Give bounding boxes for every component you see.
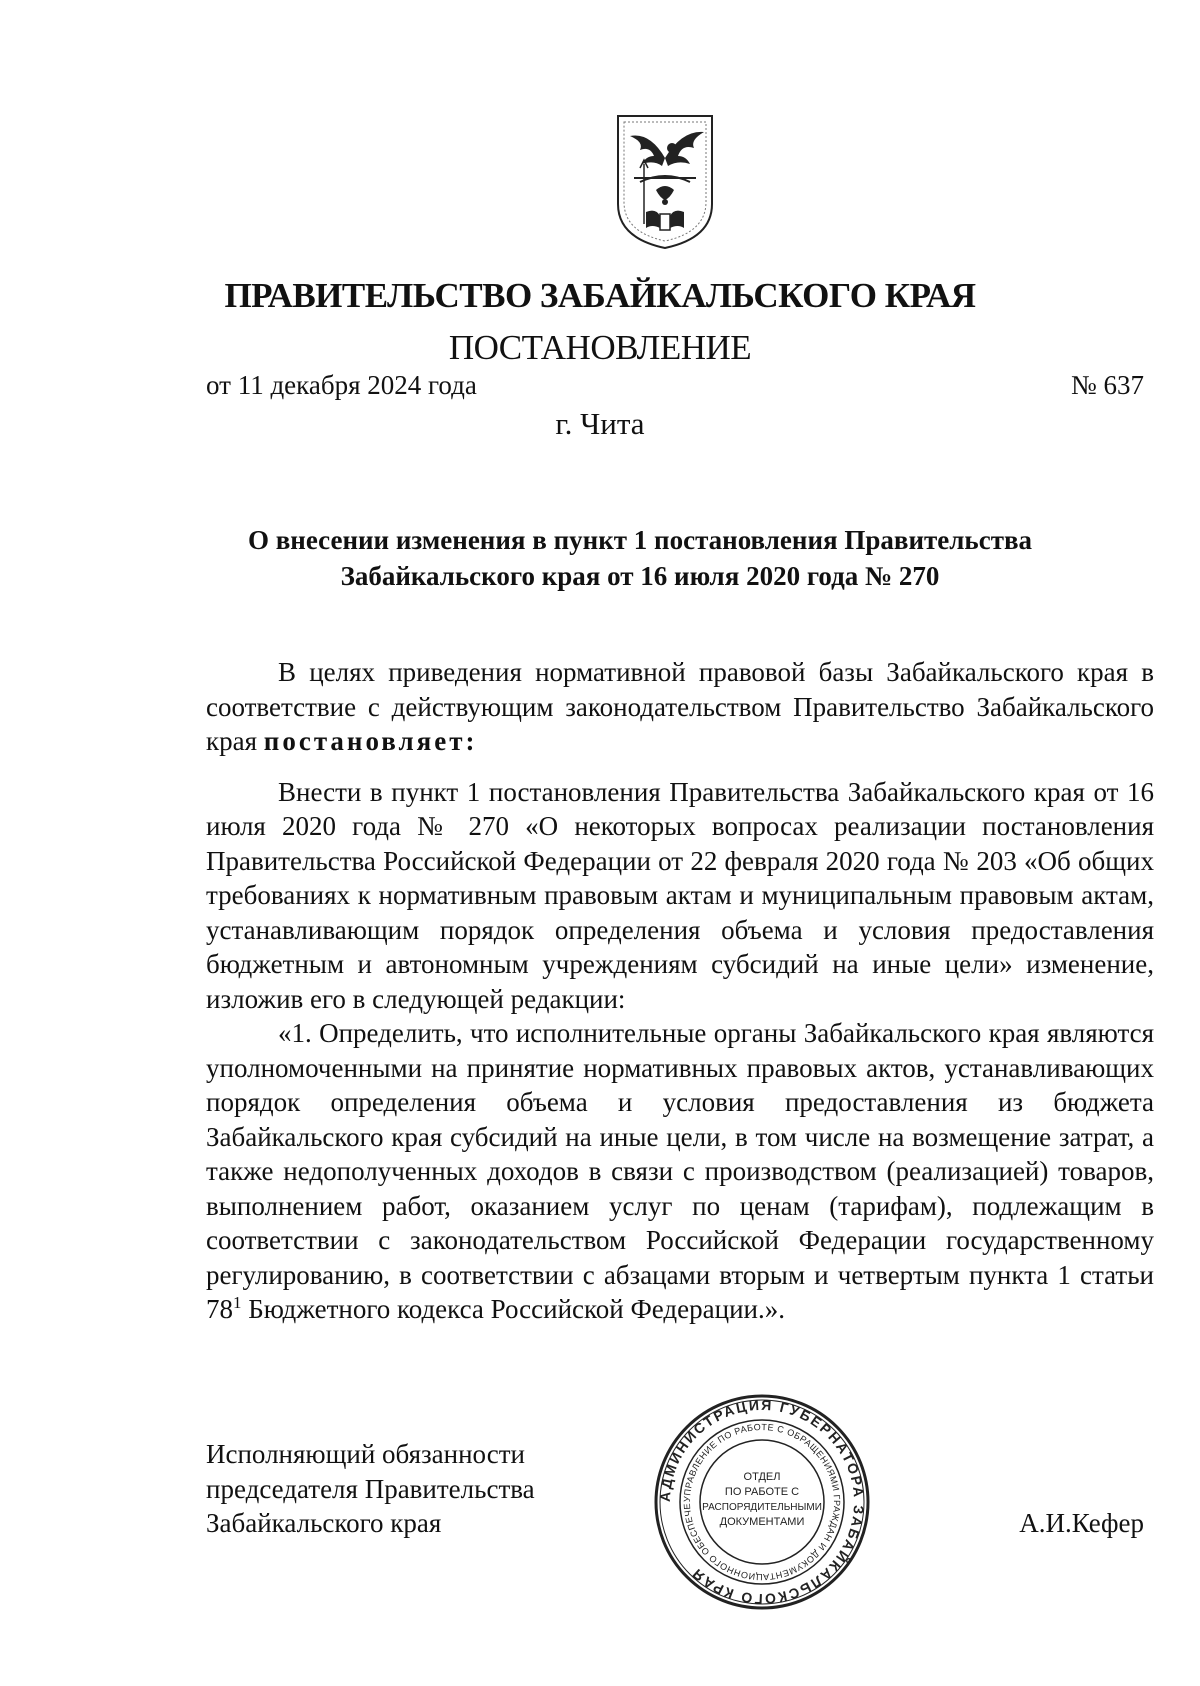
coat-of-arms-icon <box>610 112 720 254</box>
subject-line-2: Забайкальского края от 16 июля 2020 года № 270 <box>340 561 940 591</box>
document-body <box>206 655 1154 1327</box>
seal-center-line-2: ПО РАБОТЕ С <box>724 1486 800 1498</box>
seal-inner-ring-text: УПРАВЛЕНИЕ ПО РАБОТЕ С ОБРАЩЕНИЯМИ ГРАЖДАН И ДОКУМЕНТАЦИОННОГО ОБЕСПЕЧЕ <box>681 1421 843 1583</box>
document-city: г. Чита <box>555 406 645 441</box>
preamble-text: В целях приведения нормативной правовой базы Забайкальского края в соответствие с действующим законодательством Правительство Забайкальского края <box>206 657 1154 756</box>
preamble-end: : <box>465 726 478 756</box>
signer-name: А.И.Кефер <box>1019 1508 1144 1538</box>
quote-paragraph <box>206 1016 1154 1327</box>
signer-title-line-3: Забайкальского края <box>206 1508 442 1538</box>
signer-title-line-1: Исполняющий обязанности <box>206 1439 525 1469</box>
quote-end: Бюджетного кодекса Российской Федерации.». <box>241 1294 785 1324</box>
government-title: ПРАВИТЕЛЬСТВО ЗАБАЙКАЛЬСКОГО КРАЯ <box>224 276 976 315</box>
seal-outer-text: АДМИНИСТРАЦИЯ ГУБЕРНАТОРА ЗАБАЙКАЛЬСКОГО КРАЯ <box>656 1396 868 1608</box>
seal-center-line-3: РАСПОРЯДИТЕЛЬНЫМИ <box>702 1502 822 1513</box>
preamble-paragraph <box>206 655 1154 759</box>
subject-line-1: О внесении изменения в пункт 1 постановления Правительства <box>247 525 1033 555</box>
quote-text: «1. Определить, что исполнительные органы Забайкальского края являются уполномоченными на принятие нормативных правовых актов, устанавливающих порядок определения объема и условия предоставления из бюджета Забайкальского края субсидий на иные цели, в том числе на возмещение затрат, а также недополученных доходов в связи с производством (реализацией) товаров, выполнением работ, оказанием услуг по ценам (тарифам), подлежащим в соответствии с законодательством Российской Федерации государственному регулированию, в соответствии с абзацами вторым и четвертым пункта 1 статьи 78 <box>206 1018 1154 1324</box>
preamble-keyword: постановляет <box>263 726 466 756</box>
signer-title-line-2: председателя Правительства <box>206 1473 535 1504</box>
document-subject <box>160 522 1120 594</box>
quote-superscript: 1 <box>233 1293 242 1312</box>
signer-title <box>206 1437 535 1541</box>
main-paragraph: Внести в пункт 1 постановления Правительства Забайкальского края от 16 июля 2020 года № 270 «О некоторых вопросах реализации постановления Правительства Российской Федерации от 22 февраля 2020 года № 203 «Об общих требованиях к нормативным правовым актам и муниципальным правовым актам, устанавливающим порядок определения объема и условия предоставления бюджетным и автономным учреждениям субсидий на иные цели» изменение, изложив его в следующей редакции: <box>206 776 1154 1014</box>
seal-center-line-4: ДОКУМЕНТАМИ <box>719 1516 805 1528</box>
seal-center-line-1: ОТДЕЛ <box>743 1471 781 1483</box>
document-type: ПОСТАНОВЛЕНИЕ <box>448 328 752 367</box>
document-date: от 11 декабря 2024 года <box>206 370 477 400</box>
document-number: № 637 <box>1070 370 1144 400</box>
official-seal-icon <box>652 1392 872 1612</box>
